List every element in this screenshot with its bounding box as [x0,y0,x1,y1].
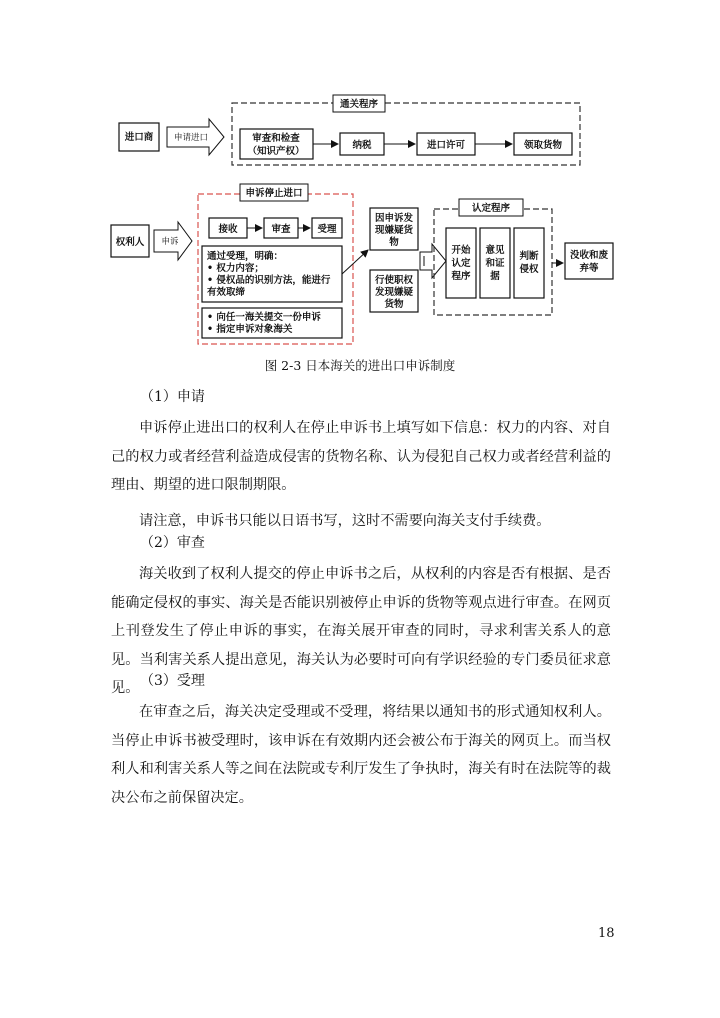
submit-copy-line-2: • 指定申诉对象海关 [207,324,293,335]
section-heading-apply: （1）申请 [140,389,205,405]
review-label: 审查 [271,224,291,235]
paragraph: 海关收到了权利人提交的停止申诉书之后，从权利的内容是否有根据、是否能确定侵权的事实、海关是否能识别被停止申诉的货物等观点进行审查。在网页上刊登发生了停止申诉的事实，在海关展开审查的同时，寻求利害关系人的意见。当利害关系人提出意见，海关认为必要时可向有学识经验的专门委员征求意见。 [111,566,611,696]
opinion-evidence-line-3: 据 [490,271,500,282]
judge-infringement-box [514,228,544,298]
judge-infringement-line-2: 侵权 [519,264,539,275]
stop-petition-title: 申诉停止进口 [245,188,303,199]
figure-caption: 图 2-3 日本海关的进出口申诉制度 [264,358,456,373]
accepted-notice-line-2: • 权力内容； [207,263,264,274]
inspection-label: 审查和检查 [252,133,300,144]
receive-label: 接收 [218,224,238,235]
identify-procedure-title: 认定程序 [471,203,511,214]
section-heading-review: （2）审查 [140,535,205,551]
petition-label: 申诉 [161,237,179,247]
exercise-goods-line-1: 行使职权 [374,275,414,286]
accepted-notice-line-4: 有效取缔 [207,287,246,298]
section-heading-accept: （3）受理 [140,673,205,689]
accepted-notice-line-1: 通过受理，明确： [207,251,284,262]
import-permit-label: 进口许可 [426,140,466,151]
accepted-notice-line-3: • 侵权品的识别方法，能进行 [207,275,331,286]
found-goods-line-3: 物 [389,237,399,248]
confiscate-line-2: 弃等 [579,263,599,274]
right-holder-label: 权利人 [115,237,145,248]
tax-label: 纳税 [352,140,372,151]
section-body-accept [111,698,611,812]
start-identify-line-2: 认定 [451,258,471,269]
importer-label: 进口商 [124,132,154,143]
start-identify-line-3: 程序 [451,271,471,282]
opinion-evidence-line-1: 意见 [485,245,505,256]
found-goods-line-1: 因申诉发 [374,213,414,224]
paragraph: 申诉停止进出口的权利人在停止申诉书上填写如下信息：权力的内容、对自己的权力或者经营利益造成侵害的货物名称、认为侵犯自己权力或者经营利益的理由、期望的进口限制期限。 [111,420,611,493]
page-number: 18 [598,926,615,941]
section-body-apply [111,414,611,535]
opinion-evidence-line-2: 和证 [485,258,505,269]
paragraph: 请注意，申诉书只能以日语书写，这时不需要向海关支付手续费。 [139,512,551,529]
apply-entry-label: 申请进口 [173,133,209,143]
exercise-goods-line-2: 发现嫌疑 [374,287,414,298]
submit-copy-line-1: • 向任一海关提交一份申诉 [207,312,321,323]
inspection-sublabel: （知识产权） [247,146,305,157]
confiscate-line-1: 没收和废 [569,250,609,261]
paragraph: 在审查之后，海关决定受理或不受理，将结果以通知书的形式通知权利人。当停止申诉书被受理时，该申诉在有效期内还会被公布于海关的网页上。而当权利人和利害关系人等之间在法院或专利厅发生了争执时，海关有时在法院等的裁决公布之前保留决定。 [111,704,611,806]
found-goods-line-2: 现嫌疑货 [374,225,414,236]
start-identify-line-1: 开始 [451,245,471,256]
pickup-goods-label: 领取货物 [523,140,563,151]
judge-infringement-line-1: 判断 [519,251,539,262]
exercise-goods-line-3: 货物 [384,299,404,310]
accept-label: 受理 [317,224,337,235]
customs-procedure-title: 通关程序 [339,99,379,110]
arrow-notice-found [342,250,368,274]
customs-petition-diagram [0,0,720,360]
